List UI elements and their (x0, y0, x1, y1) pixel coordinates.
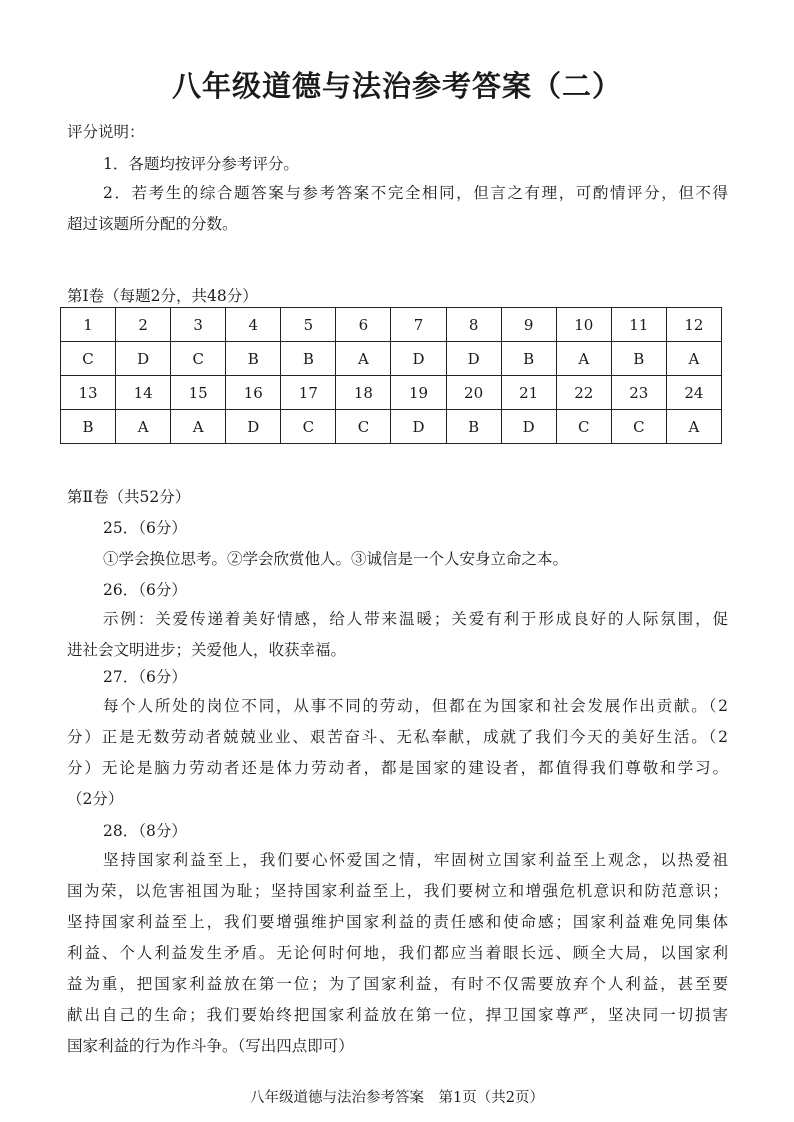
page-footer: 八年级道德与法治参考答案 第1页（共2页） (250, 1090, 544, 1106)
table-cell: 18 (336, 376, 391, 410)
table-cell: 8 (446, 308, 501, 342)
table-cell: 15 (171, 376, 226, 410)
table-cell: 22 (556, 376, 611, 410)
table-cell: A (171, 410, 226, 444)
scoring-rule-2 (67, 178, 728, 240)
scoring-rule-2-line-2: 超过该题所分配的分数。 (67, 215, 238, 233)
q27-answer-line-4: （2分） (67, 790, 124, 808)
table-cell: A (666, 410, 721, 444)
table-cell: B (61, 410, 116, 444)
q27-answer-line-1: 每个人所处的岗位不同，从事不同的劳动，但都在为国家和社会发展作出贡献。（2 (103, 697, 728, 715)
table-cell: 10 (556, 308, 611, 342)
part1-heading: 第Ⅰ卷（每题2分，共48分） (67, 287, 258, 305)
q25-label: 25．（6分） (103, 519, 187, 537)
table-cell: 3 (171, 308, 226, 342)
table-cell: A (116, 410, 171, 444)
table-cell: 17 (281, 376, 336, 410)
q26-label: 26．（6分） (103, 581, 187, 599)
table-cell: 5 (281, 308, 336, 342)
table-cell: C (336, 410, 391, 444)
q28-answer-line-4: 利益、个人利益发生矛盾。无论何时何地，我们都应当着眼长远、顾全大局，以国家利 (67, 944, 728, 962)
table-cell: B (281, 342, 336, 376)
q27-answer-line-2: 分）正是无数劳动者兢兢业业、艰苦奋斗、无私奉献，成就了我们今天的美好生活。（2 (67, 728, 728, 746)
scoring-rule-2-line-1: 2．若考生的综合题答案与参考答案不完全相同，但言之有理，可酌情评分，但不得 (103, 184, 728, 202)
scoring-heading: 评分说明： (67, 123, 145, 141)
q26-answer-line-1: 示例：关爱传递着美好情感，给人带来温暖；关爱有利于形成良好的人际氛围，促 (103, 610, 728, 628)
table-cell: 6 (336, 308, 391, 342)
table-cell: 4 (226, 308, 281, 342)
table-cell: 21 (501, 376, 556, 410)
q27-label: 27．（6分） (103, 668, 187, 686)
table-cell: D (501, 410, 556, 444)
table-row-answers-2 (61, 410, 722, 444)
q28-answer-line-3: 坚持国家利益至上，我们要增强维护国家利益的责任感和使命感；国家利益难免同集体 (67, 913, 728, 931)
table-cell: 2 (116, 308, 171, 342)
table-cell: 1 (61, 308, 116, 342)
table-cell: 16 (226, 376, 281, 410)
q27-answer (67, 691, 728, 815)
q28-answer-line-5: 益为重，把国家利益放在第一位；为了国家利益，有时不仅需要放弃个人利益，甚至要 (67, 975, 728, 993)
scoring-rule-1: 1．各题均按评分参考评分。 (103, 155, 299, 173)
table-cell: C (611, 410, 666, 444)
q27-answer-line-3: 分）无论是脑力劳动者还是体力劳动者，都是国家的建设者，都值得我们尊敬和学习。 (67, 759, 728, 777)
table-cell: C (171, 342, 226, 376)
q28-answer-line-2: 国为荣，以危害祖国为耻；坚持国家利益至上，我们要树立和增强危机意识和防范意识； (67, 882, 728, 900)
table-cell: 13 (61, 376, 116, 410)
table-cell: B (611, 342, 666, 376)
table-cell: 20 (446, 376, 501, 410)
table-cell: C (281, 410, 336, 444)
table-cell: B (226, 342, 281, 376)
table-cell: A (336, 342, 391, 376)
table-cell: C (556, 410, 611, 444)
table-cell: D (116, 342, 171, 376)
table-cell: 14 (116, 376, 171, 410)
q28-answer-line-6: 献出自己的生命；我们要始终把国家利益放在第一位，捍卫国家尊严，坚决同一切损害 (67, 1006, 728, 1024)
q28-answer-line-1: 坚持国家利益至上，我们要心怀爱国之情，牢固树立国家利益至上观念，以热爱祖 (103, 851, 728, 869)
table-cell: 9 (501, 308, 556, 342)
table-cell: 19 (391, 376, 446, 410)
table-cell: D (391, 342, 446, 376)
page-title: 八年级道德与法治参考答案（二） (171, 69, 622, 103)
table-cell: B (446, 410, 501, 444)
table-cell: A (666, 342, 721, 376)
table-row-question-numbers-2 (61, 376, 722, 410)
table-cell: 7 (391, 308, 446, 342)
table-cell: A (556, 342, 611, 376)
q26-answer (67, 604, 728, 666)
table-cell: B (501, 342, 556, 376)
table-cell: 24 (666, 376, 721, 410)
q26-answer-line-2: 进社会文明进步；关爱他人，收获幸福。 (67, 641, 347, 659)
table-cell: D (446, 342, 501, 376)
table-cell: D (226, 410, 281, 444)
q28-label: 28．（8分） (103, 822, 187, 840)
table-row-answers-1 (61, 342, 722, 376)
answer-table (60, 307, 722, 444)
q28-answer-line-7: 国家利益的行为作斗争。（写出四点即可） (67, 1037, 354, 1055)
q28-answer (67, 845, 728, 1062)
table-cell: 23 (611, 376, 666, 410)
table-row-question-numbers-1 (61, 308, 722, 342)
table-cell: 12 (666, 308, 721, 342)
table-cell: 11 (611, 308, 666, 342)
table-cell: C (61, 342, 116, 376)
q25-answer: ①学会换位思考。②学会欣赏他人。③诚信是一个人安身立命之本。 (103, 550, 569, 568)
part2-heading: 第Ⅱ卷（共52分） (67, 488, 191, 506)
table-cell: D (391, 410, 446, 444)
